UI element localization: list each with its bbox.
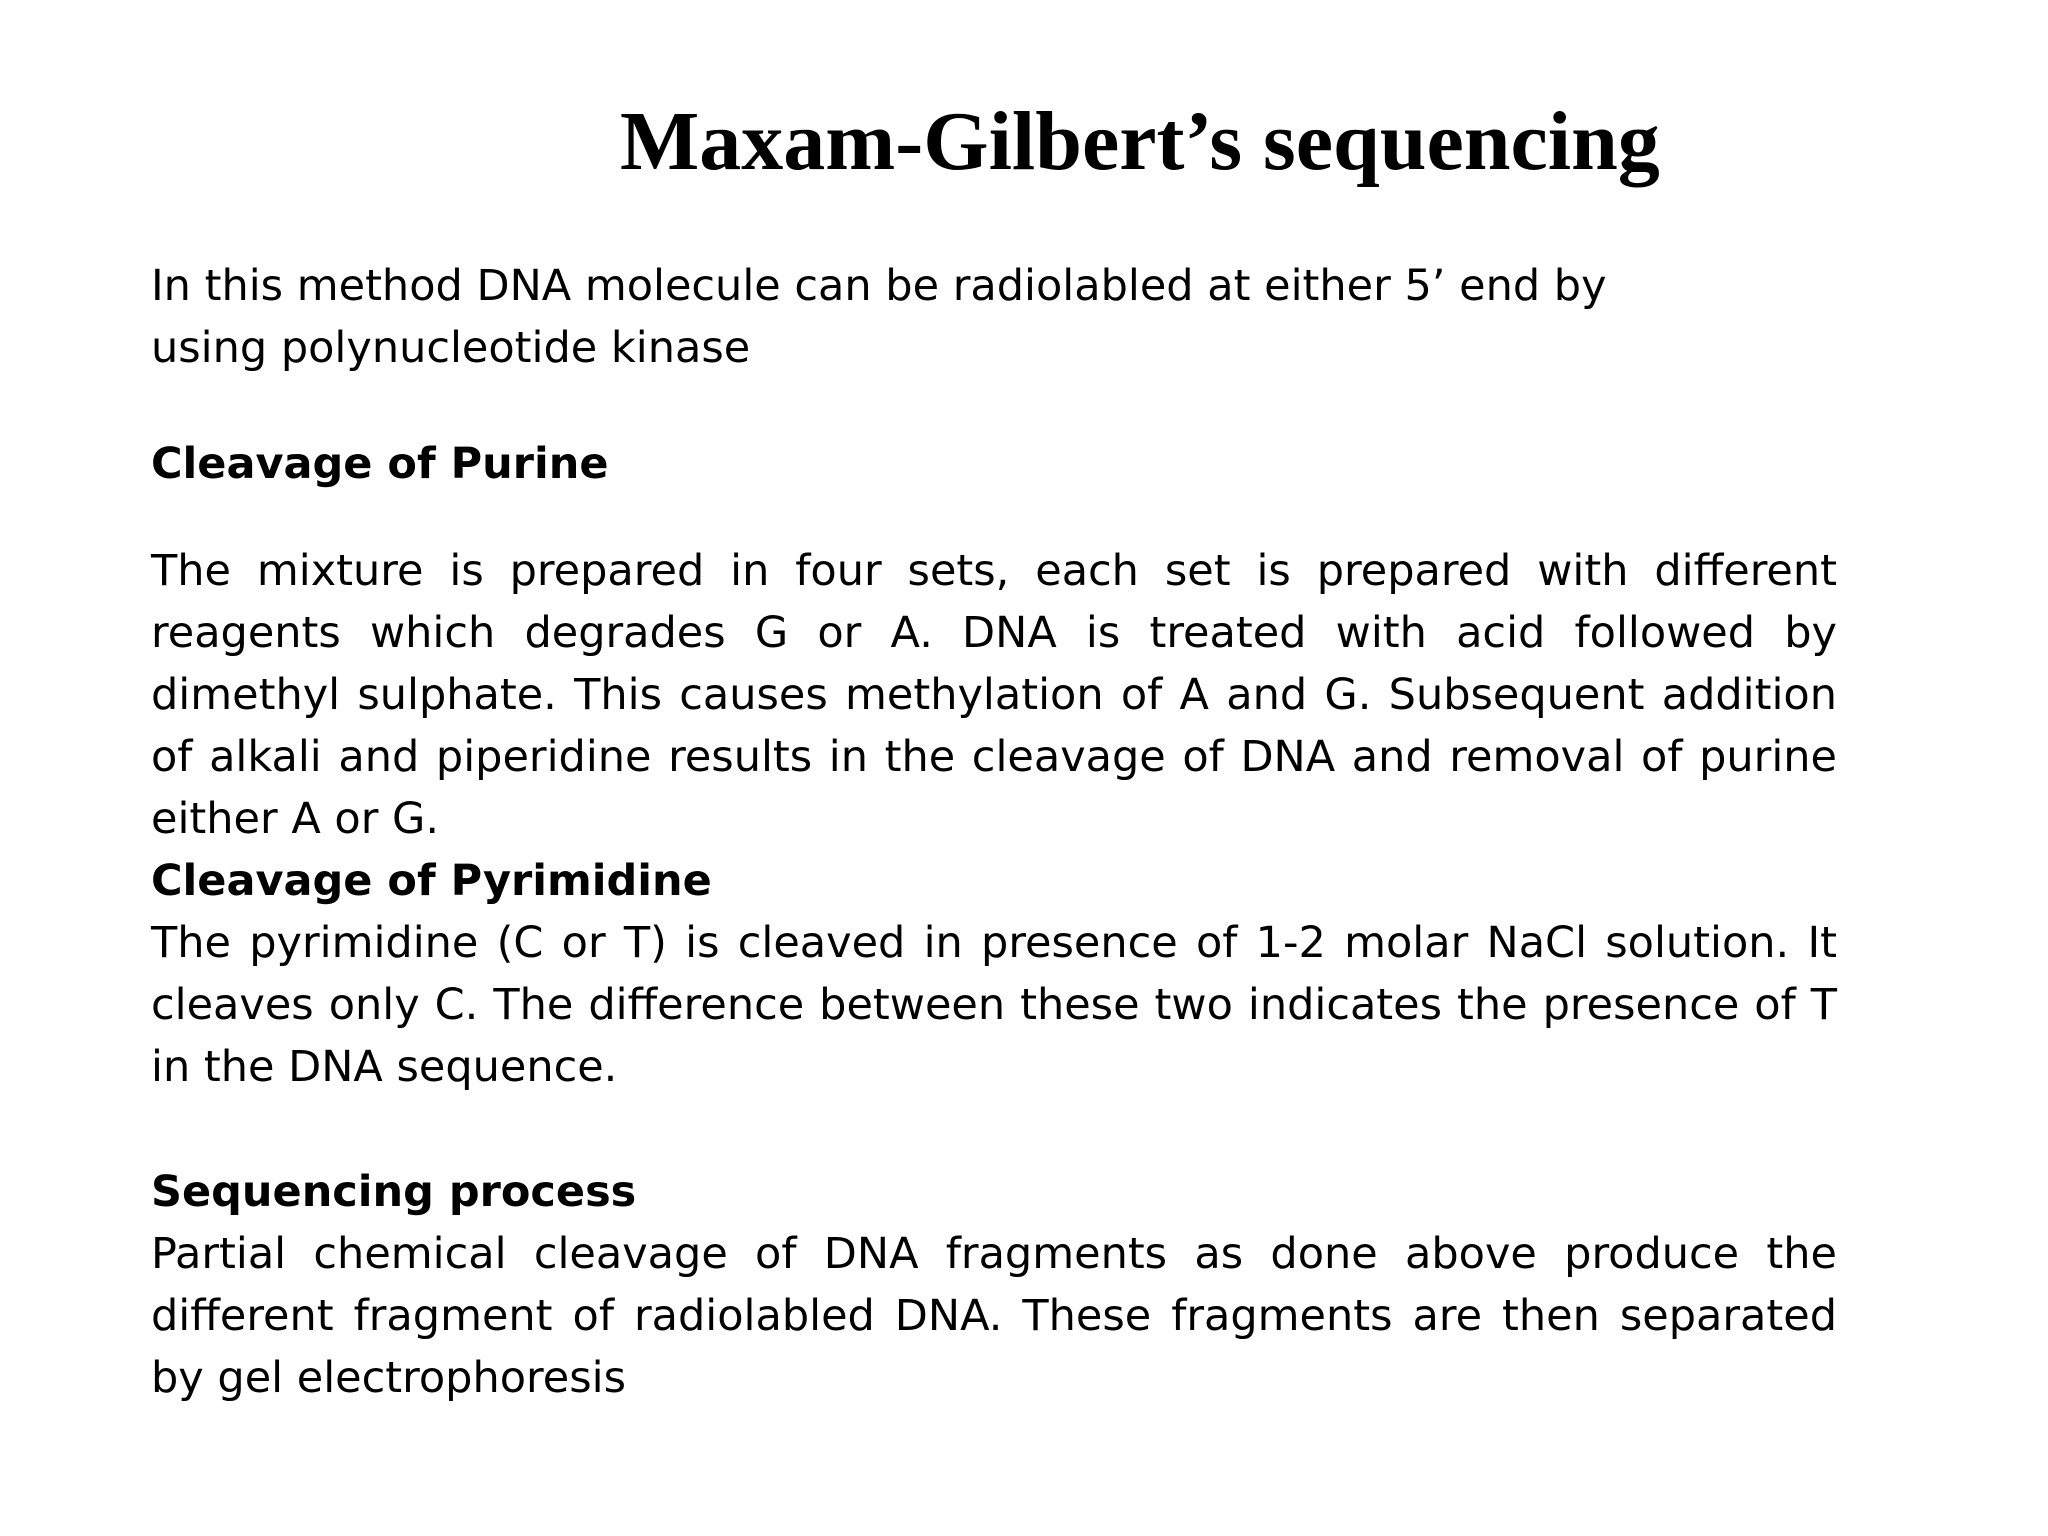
section-heading-purine: Cleavage of Purine xyxy=(151,439,609,489)
slide-title: Maxam-Gilbert’s sequencing xyxy=(620,95,1660,188)
section-heading-sequencing: Sequencing process xyxy=(151,1167,637,1217)
intro-paragraph: In this method DNA molecule can be radiolabled at either 5’ end by using polynucleotide kinase xyxy=(151,261,1607,373)
section-text-purine: The mixture is prepared in four sets, each set is prepared with different reagents which degrades G or A. DNA is treated with acid followed by dimethyl sulphate. This causes methylation of A and G. Subsequent addition of alkali and piperidine results in the cleavage of DNA and removal of purine either A or G. xyxy=(151,546,1837,844)
section-text-sequencing: Partial chemical cleavage of DNA fragments as done above produce the different fragment of radiolabled DNA. These fragments are then separated by gel electrophoresis xyxy=(151,1229,1837,1403)
section-text-pyrimidine: The pyrimidine (C or T) is cleaved in presence of 1-2 molar NaCl solution. It cleaves only C. The difference between these two indicates the presence of T in the DNA sequence. xyxy=(151,918,1837,1092)
section-heading-pyrimidine: Cleavage of Pyrimidine xyxy=(151,856,712,906)
